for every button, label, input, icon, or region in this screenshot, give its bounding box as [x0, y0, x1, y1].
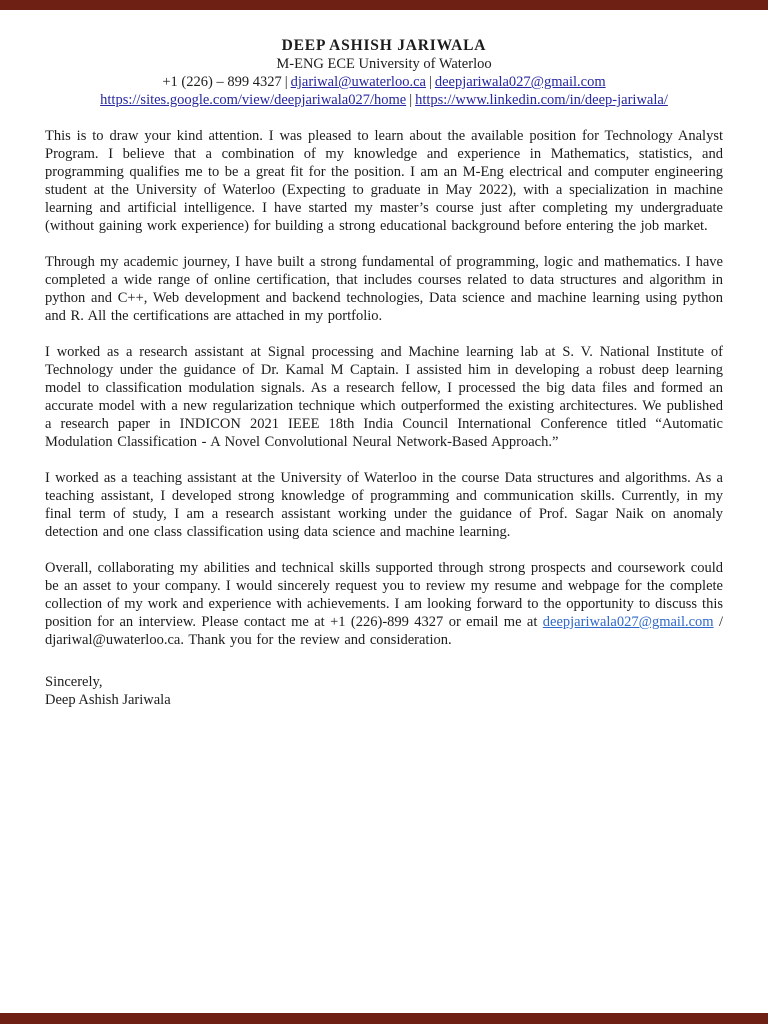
paragraph-academic-journey: Through my academic journey, I have built a strong fundamental of programming, logic and mathematics. I have completed a wide range of online certification, that includes courses related to data structures and algorithm in python and C++, Web development and backend technologies, Data science and machine learning using python and R. All the certifications are attached in my portfolio.	[45, 254, 723, 324]
phone-number: +1 (226) – 899 4327	[162, 74, 282, 90]
letter-header	[45, 36, 723, 109]
viewer-edge-bar-bottom	[0, 1013, 768, 1024]
linkedin-link[interactable]: https://www.linkedin.com/in/deep-jariwala/	[415, 92, 668, 108]
salutation: Sincerely,	[45, 674, 103, 690]
signature-block	[45, 673, 723, 709]
gmail-inline-link[interactable]: deepjariwala027@gmail.com	[542, 614, 714, 630]
separator: |	[409, 92, 413, 108]
separator: |	[284, 74, 288, 90]
paragraph-research-assistant: I worked as a research assistant at Signal processing and Machine learning lab at S. V. National Institute of Technology under the guidance of Dr. Kamal M Captain. I assisted him in developing a robust deep learning model to classification modulation signals. As a research fellow, I processed the big data files and formed an accurate model with a new regularization technique which outperformed the existing architectures. We published a research paper in INDICON 2021 IEEE 18th India Council International Conference titled “Automatic Modulation Classification - A Novel Convolutional Neural Network-Based Approach.”	[45, 344, 723, 450]
closing-text-before-link: Overall, collaborating my abilities and technical skills supported through strong prospects and coursework could be an asset to your company. I would sincerely request you to review my resume and webpage for the complete collection of my work and experience with achievements. I am looking forward to the opportunity to discuss this position for an interview. Please contact me at +1 (226)-899 4327 or email me at	[45, 560, 723, 630]
program-line: M-ENG ECE University of Waterloo	[276, 56, 492, 72]
signature-name: Deep Ashish Jariwala	[45, 692, 171, 708]
separator: |	[428, 74, 432, 90]
email-link-uwaterloo[interactable]: djariwal@uwaterloo.ca	[290, 74, 426, 90]
email-link-gmail[interactable]: deepjariwala027@gmail.com	[434, 74, 606, 90]
paragraph-intro: This is to draw your kind attention. I was pleased to learn about the available position for Technology Analyst Program. I believe that a combination of my knowledge and experience in Mathematics, statistics, and programming qualifies me to be a great fit for the position. I am an M-Eng electrical and computer engineering student at the University of Waterloo (Expecting to graduate in May 2022), with a specialization in machine learning and artificial intelligence. I have started my master’s course just after completing my undergraduate (without gaining work experience) for building a strong educational background before entering the job market.	[45, 128, 723, 234]
website-link[interactable]: https://sites.google.com/view/deepjariwala027/home	[100, 92, 407, 108]
viewer-edge-bar-top	[0, 0, 768, 10]
document-page	[0, 10, 768, 1013]
contact-line	[45, 73, 723, 91]
letter-body	[45, 127, 723, 649]
author-name: DEEP ASHISH JARIWALA	[281, 37, 487, 54]
paragraph-closing	[45, 559, 723, 649]
closing-text-after-link: / djariwal@uwaterloo.ca. Thank you for the review and consideration.	[45, 614, 723, 648]
links-line	[45, 91, 723, 109]
paragraph-teaching-assistant: I worked as a teaching assistant at the University of Waterloo in the course Data structures and algorithms. As a teaching assistant, I developed strong knowledge of programming and communication skills. Currently, in my final term of study, I am a research assistant working under the guidance of Prof. Sagar Naik on anomaly detection and one class classification using data science and machine learning.	[45, 470, 723, 540]
